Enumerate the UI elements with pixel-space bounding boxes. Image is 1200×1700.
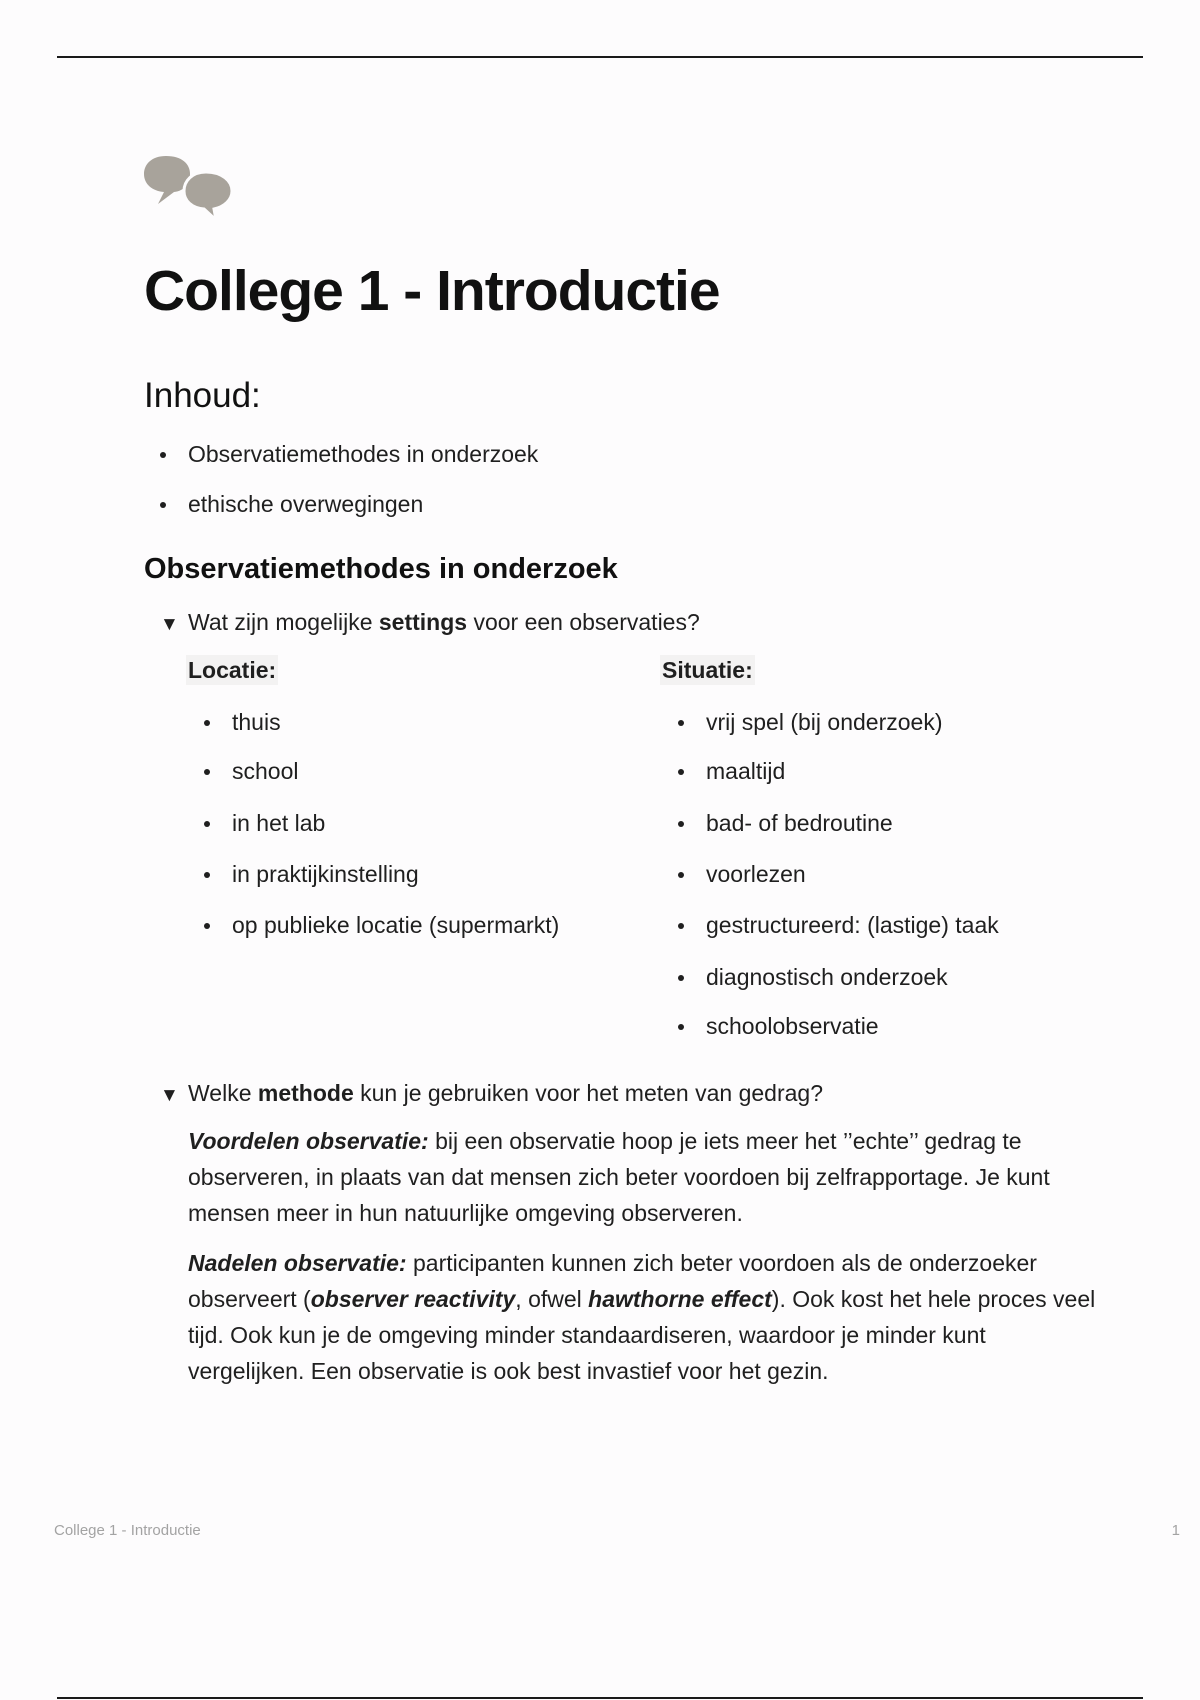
nadelen-paragraph: Nadelen observatie: participanten kunnen zich beter voordoen als de onderzoeker observeert (observer reactivity, ofwel hawthorne effect). Ook kost het hele proces veel tijd. Ook kun je de omgeving minder standaardiseren, waardoor je minder kunt vergelijken. Een observatie is ook best invastief voor het gezin. (188, 1250, 1096, 1384)
page-title: College 1 - Introductie (144, 259, 720, 323)
bottom-divider (57, 1697, 1143, 1699)
list-item: Observatiemethodes in onderzoek (144, 439, 538, 469)
toc-list (144, 439, 538, 519)
list-item: bad- of bedroutine (662, 808, 999, 838)
list-item: diagnostisch onderzoek (662, 962, 999, 992)
triangle-down-icon[interactable]: ▼ (160, 1085, 179, 1106)
footer-title: College 1 - Introductie (54, 1522, 201, 1539)
list-item: school (188, 756, 559, 786)
top-divider (57, 56, 1143, 58)
list-item: vrij spel (bij onderzoek) (662, 707, 999, 737)
situatie-list (662, 707, 999, 1041)
page-number: 1 (1171, 1522, 1180, 1539)
locatie-list (188, 707, 559, 940)
list-item: thuis (188, 707, 559, 737)
list-item: gestructureerd: (lastige) taak (662, 910, 999, 940)
methode-toggle[interactable]: ▼ Welke methode kun je gebruiken voor het meten van gedrag? (160, 1078, 823, 1111)
speech-balloons-icon (144, 154, 236, 224)
toc-heading: Inhoud: (144, 376, 261, 415)
list-item: ethische overwegingen (144, 489, 538, 519)
triangle-down-icon[interactable]: ▼ (160, 614, 179, 635)
situatie-heading: Situatie: (662, 657, 753, 683)
list-item: in praktijkinstelling (188, 859, 559, 889)
section-heading: Observatiemethodes in onderzoek (144, 553, 618, 585)
list-item: maaltijd (662, 756, 999, 786)
list-item: schoolobservatie (662, 1011, 999, 1041)
list-item: voorlezen (662, 859, 999, 889)
voordelen-paragraph: Voordelen observatie: bij een observatie hoop je iets meer het ’’echte’’ gedrag te observeren, in plaats van dat mensen zich beter voordoen bij zelfrapportage. Je kunt mensen meer in hun natuurlijke omgeving observeren. (188, 1128, 1050, 1226)
locatie-heading: Locatie: (188, 657, 277, 683)
list-item: in het lab (188, 808, 559, 838)
list-item: op publieke locatie (supermarkt) (188, 910, 559, 940)
settings-toggle[interactable]: ▼ Wat zijn mogelijke settings voor een observaties? (160, 607, 700, 640)
